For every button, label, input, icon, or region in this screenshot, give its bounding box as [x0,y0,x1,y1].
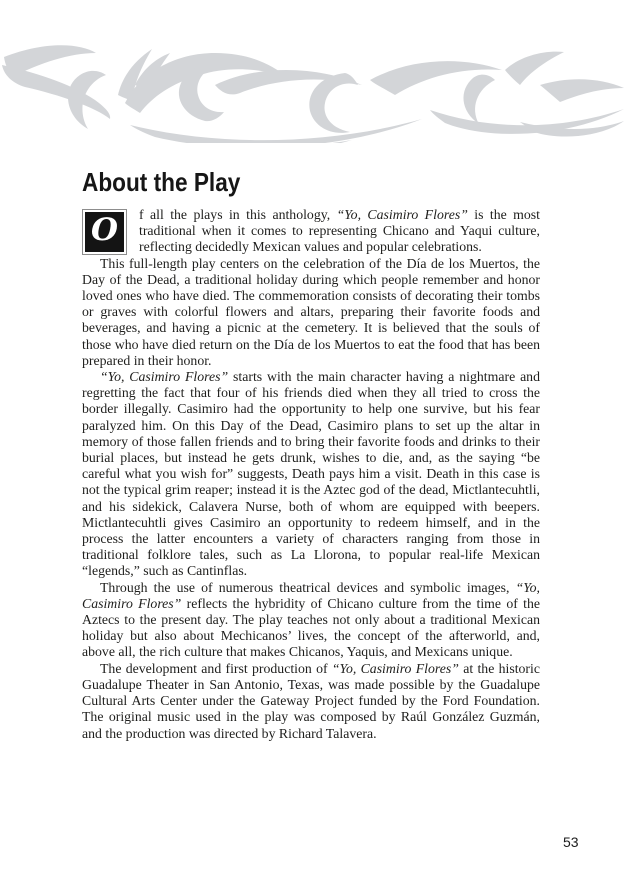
body-text-run: starts with the main character having a nightmare and regretting the fact that four of his friends died when they all tried to cross the border illegally. Casimiro had the opportunity to help one survive, but his fear paralyzed him. On this Day of the Dead, Casimiro plans to set up the altar in memory of those fallen friends and to bring their favorite foods and drinks to their burial places, but instead he gets drunk, wishes to die, and, as the saying “be careful what you wish for” suggests, Death pays him a visit. Death in this case is not the typical grim reaper; instead it is the Aztec god of the dead, Mictlantecuhtli, and his sidekick, Calavera Nurse, both of whom are equipped with beepers. Mictlantecuhtli gives Casimiro an opportunity to redeem himself, and in the process the latter encounters a variety of characters ranging from those in traditional folklore tales, such as La Llorona, to popular real-life Mexican “legends,” such as Cantinflas. [82,369,540,579]
page-title: About the Play [82,167,241,197]
drop-cap-box [82,209,127,255]
tribal-swoosh-shape [540,79,624,102]
play-title-text: “Yo, Casimiro Flores” [100,369,229,385]
paragraph [82,207,540,256]
tribal-ornament-graphic [0,25,626,143]
body-text-run: f all the plays in this anthology, [139,207,337,222]
drop-cap-letter: O [85,212,124,252]
paragraph [82,580,540,661]
body-text-run: reflects the hybridity of Chicano culture from the time of the Aztecs to the present day. The play teaches not only about a traditional Mexican holiday but also about Mechicanos’ lives, the concept of the afterworld, and, above all, the rich culture that makes Chicanos, Yaquis, and Mexicans unique. [82,595,540,660]
play-title-text: “Yo, Casimiro Flores” [82,579,540,611]
article-body [82,207,540,742]
tribal-swoosh-shape [463,75,495,124]
tribal-swoosh-shape [505,52,564,85]
paragraph [82,661,540,742]
play-title-text: “Yo, Casimiro Flores” [331,660,459,676]
body-text-run: The development and first production of [100,660,332,676]
body-text-run: Through the use of numerous theatrical devices and symbolic images, [100,579,516,595]
body-text-run: This full-length play centers on the celebration of the Día de los Muertos, the Day of the Dead, a traditional holiday during which people remember and honor loved ones who have died. The commemoration consists of decorating their tombs or graves with colorful flowers and altars, preparing their favorite foods and beverages, and having a picnic at the cemetery. It is believed that the souls of those who have died return on the Día de los Muertos to eat the food that has been prepared in their honor. [82,255,540,368]
tribal-swoosh-shape [309,73,358,133]
play-title-text: “Yo, Casimiro Flores” [336,207,468,222]
tribal-swoosh-shape [130,119,422,143]
body-text-run: at the historic Guadalupe Theater in San Antonio, Texas, was made possible by the Guadalupe Cultural Arts Center under the Gateway Project funded by the Ford Foundation. The original music used in the play was composed by Raúl González Guzmán, and the production was directed by Richard Talavera. [82,660,540,741]
paragraph [82,256,540,369]
article-column [82,168,540,742]
paragraph [82,369,540,580]
body-text-run: is the most traditional when it comes to representing Chicano and Yaqui culture, reflecting decidedly Mexican values and popular celebrations. [139,207,540,255]
page-number: 53 [563,834,579,850]
